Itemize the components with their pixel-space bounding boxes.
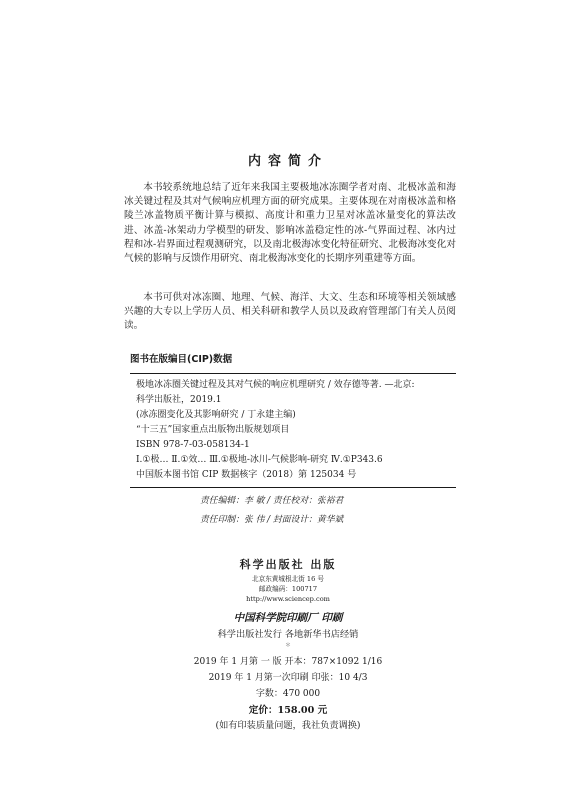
cip-body (130, 378, 456, 483)
summary-title: 内容简介 (247, 154, 328, 169)
publisher-address: 北京东黄城根北街 16 号 (252, 575, 324, 583)
cip-isbn-line: ISBN 978-7-03-058134-1 (136, 440, 250, 450)
cip-publisher-line: 科学出版社，2019.1 (136, 395, 222, 405)
cip-header: 图书在版编目(CIP)数据 (130, 352, 456, 374)
editor-credits (200, 492, 440, 530)
publisher-website: http://www.sciencep.com (246, 595, 330, 603)
editor-credit-line-2: 责任印制：张 伟 / 封面设计：黄华斌 (200, 515, 344, 525)
cip-data-block (130, 352, 456, 488)
impression-line: 2019 年 1 月第一次印刷 印张：10 4/3 (208, 673, 368, 683)
printer-name: 中国科学院印刷厂 印刷 (233, 612, 343, 624)
editor-credit-line-1: 责任编辑：李 敏 / 责任校对：张裕君 (200, 496, 344, 506)
separator-star: ＊ (284, 642, 291, 649)
price: 定价：158.00 元 (248, 705, 328, 716)
cip-series-line: (冰冻圈变化及其影响研究 / 丁永建主编) (136, 410, 296, 420)
quality-notice: (如有印装质量问题，我社负责调换) (215, 720, 361, 731)
word-count: 字数：470 000 (255, 689, 321, 699)
cip-record-line: 中国版本图书馆 CIP 数据核字（2018）第 125034 号 (136, 470, 357, 480)
cip-project-line: “十三五”国家重点出版物出版规划项目 (136, 425, 290, 435)
publisher-name: 科学出版社 出版 (239, 558, 337, 571)
summary-paragraph-1: 本书较系统地总结了近年来我国主要极地冰冻圈学者对南、北极冰盖和海冰关键过程及其对气候响应机理方面的研究成果。主要体现在对南极冰盖和格陵兰冰盖物质平衡计算与模拟、高度计和重力卫星对冰盖冰量变化的算法改进、冰盖-冰架动力学模型的研发、影响冰盖稳定性的冰-气界面过程、冰内过程和冰-岩界面过程观测研究，以及南北极海冰变化特征研究、北极海冰变化对气候的影响与反馈作用研究、南北极海冰变化的长期序列重建等方面。 (124, 182, 456, 265)
summary-paragraph-2: 本书可供对冰冻圈、地理、气候、海洋、大文、生态和环境等相关领域感兴趣的大专以上学历人员、相关科研和教学人员以及政府管理部门有关人员阅读。 (124, 292, 456, 332)
cip-title-line: 极地冰冻圈关键过程及其对气候的响应机理研究 / 效存德等著. —北京: (136, 380, 415, 390)
cip-divider (130, 487, 456, 488)
distribution-line: 科学出版社发行 各地新华书店经销 (217, 629, 359, 640)
cip-classification-line: Ⅰ.①极… Ⅱ.①效… Ⅲ.①极地-冰川-气候影响-研究 Ⅳ.①P343.6 (136, 455, 383, 465)
publisher-postcode: 邮政编码：100717 (258, 585, 318, 593)
edition-line: 2019 年 1 月第 一 版 开本：787×1092 1/16 (193, 657, 383, 667)
